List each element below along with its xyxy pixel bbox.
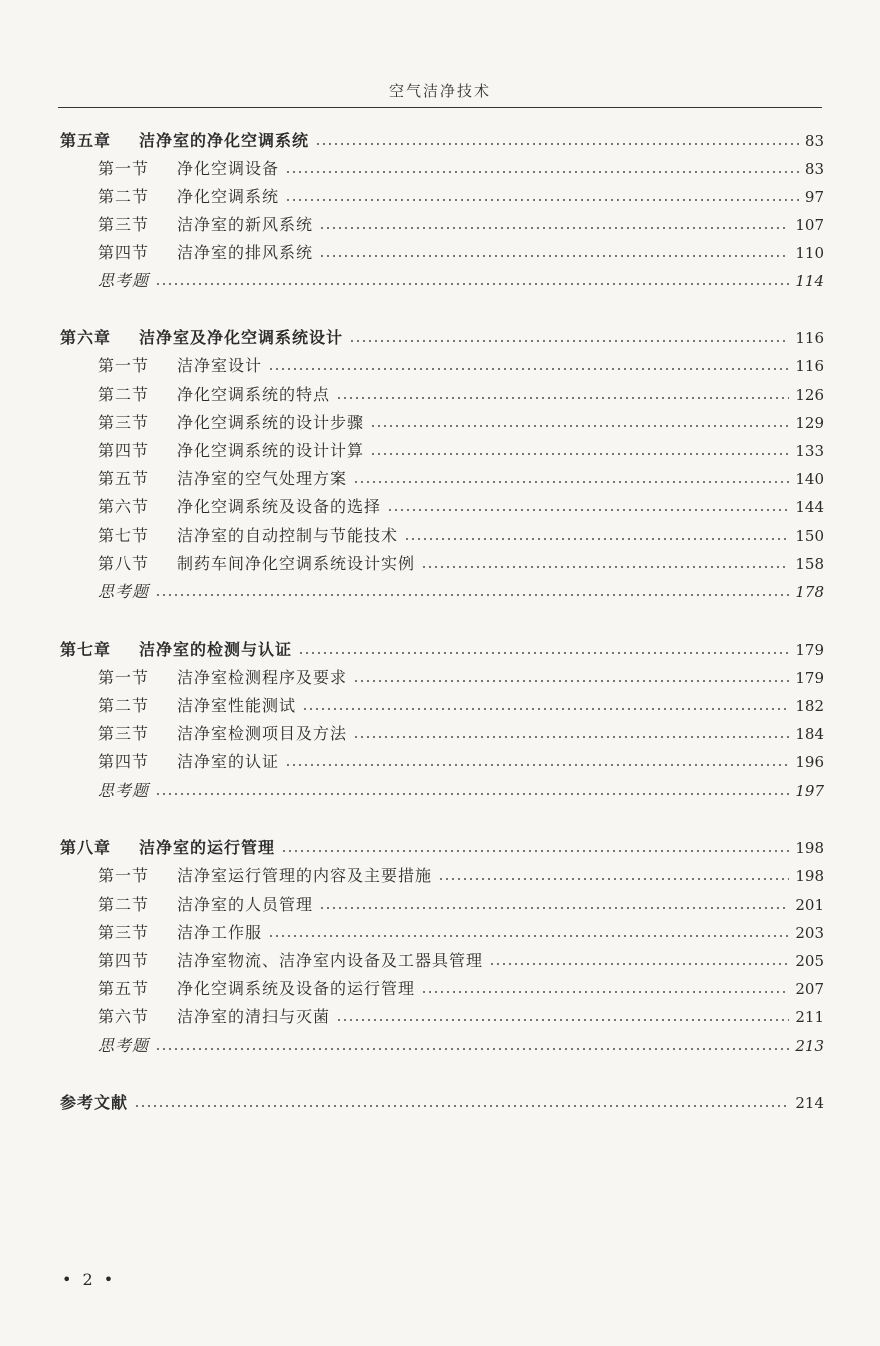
toc-entry-title: 洁净室的空气处理方案 bbox=[177, 469, 348, 488]
toc-entry-label bbox=[98, 155, 279, 183]
toc-entry-label bbox=[60, 834, 275, 862]
toc-page-number: 214 bbox=[795, 1094, 824, 1112]
dot-leader bbox=[315, 143, 799, 145]
toc-review-row[interactable] bbox=[98, 1032, 824, 1060]
toc-review-row[interactable] bbox=[98, 578, 824, 606]
toc-page-number: 133 bbox=[795, 442, 824, 460]
toc-section-row[interactable] bbox=[98, 862, 824, 890]
dot-leader bbox=[387, 509, 789, 511]
toc-section-row[interactable] bbox=[98, 891, 824, 919]
toc-entry-label bbox=[98, 777, 149, 805]
toc-chapter-row[interactable] bbox=[60, 127, 824, 155]
toc-page-number: 83 bbox=[804, 160, 824, 178]
dot-leader bbox=[336, 1019, 789, 1021]
toc-entry-label bbox=[98, 1032, 149, 1060]
toc-section-row[interactable] bbox=[98, 748, 824, 776]
toc-entry-number: 第二节 bbox=[98, 187, 150, 206]
toc-entry-title: 净化空调系统 bbox=[177, 187, 280, 206]
toc-entry-number: 第一节 bbox=[98, 159, 150, 178]
toc-entry-title: 洁净室的排风系统 bbox=[177, 243, 314, 262]
toc-entry-label bbox=[98, 664, 347, 692]
toc-entry-title: 洁净室的自动控制与节能技术 bbox=[177, 526, 399, 545]
toc-review-row[interactable] bbox=[98, 777, 824, 805]
toc-entry-label bbox=[98, 381, 330, 409]
dot-leader bbox=[134, 1105, 789, 1107]
toc-entry-title: 洁净室的人员管理 bbox=[177, 895, 314, 914]
toc-section-row[interactable] bbox=[98, 381, 824, 409]
toc-entry-title: 净化空调系统及设备的选择 bbox=[177, 497, 382, 516]
toc-page-number: 158 bbox=[795, 555, 824, 573]
toc-entry-label bbox=[98, 465, 347, 493]
toc-entry-label bbox=[98, 720, 347, 748]
toc-section-row[interactable] bbox=[98, 1003, 824, 1031]
dot-leader bbox=[421, 991, 789, 993]
toc-entry-title: 洁净室检测项目及方法 bbox=[177, 724, 348, 743]
toc-section-row[interactable] bbox=[98, 720, 824, 748]
toc-entry-number: 第八章 bbox=[60, 838, 112, 857]
toc-section-row[interactable] bbox=[98, 975, 824, 1003]
toc-section-row[interactable] bbox=[98, 465, 824, 493]
dot-leader bbox=[404, 538, 789, 540]
toc-entry-title: 净化空调系统的特点 bbox=[177, 385, 331, 404]
toc-entry-title: 制药车间净化空调系统设计实例 bbox=[177, 554, 416, 573]
toc-section-row[interactable] bbox=[98, 183, 824, 211]
toc-entry-title: 洁净室物流、洁净室内设备及工器具管理 bbox=[177, 951, 484, 970]
toc-entry-title: 净化空调系统及设备的运行管理 bbox=[177, 979, 416, 998]
toc-entry-number: 第四节 bbox=[98, 752, 150, 771]
toc-entry-title: 参考文献 bbox=[60, 1093, 129, 1112]
dot-leader bbox=[353, 481, 789, 483]
toc-entry-number: 第二节 bbox=[98, 895, 150, 914]
toc-page-number: 178 bbox=[795, 583, 824, 601]
toc-page-number: 197 bbox=[795, 782, 824, 800]
toc-entry-label bbox=[98, 891, 313, 919]
toc-page-number: 114 bbox=[795, 272, 824, 290]
dot-leader bbox=[155, 283, 789, 285]
dot-leader bbox=[285, 171, 799, 173]
toc-page-number: 126 bbox=[795, 386, 824, 404]
toc-entry-number: 第一节 bbox=[98, 356, 150, 375]
toc-section-row[interactable] bbox=[98, 919, 824, 947]
toc-entry-number: 第七章 bbox=[60, 640, 112, 659]
toc-entry-label bbox=[98, 748, 279, 776]
dot-leader bbox=[353, 736, 789, 738]
page-number: • 2 • bbox=[62, 1270, 117, 1289]
toc-entry-label bbox=[60, 324, 343, 352]
toc-page-number: 97 bbox=[804, 188, 824, 206]
toc-entry-label bbox=[98, 1003, 330, 1031]
toc-entry-title: 洁净室性能测试 bbox=[177, 696, 297, 715]
toc-entry-title: 净化空调设备 bbox=[177, 159, 280, 178]
toc-section-row[interactable] bbox=[98, 155, 824, 183]
toc-entry-label bbox=[98, 437, 364, 465]
toc-entry-title: 洁净室的清扫与灭菌 bbox=[177, 1007, 331, 1026]
toc-review-row[interactable] bbox=[98, 267, 824, 295]
toc-page-number: 198 bbox=[795, 867, 824, 885]
toc-chapter-row[interactable] bbox=[60, 1089, 824, 1117]
toc-section-row[interactable] bbox=[98, 437, 824, 465]
dot-leader bbox=[370, 425, 789, 427]
toc-section-row[interactable] bbox=[98, 947, 824, 975]
toc-entry-label bbox=[60, 636, 292, 664]
toc-page-number: 116 bbox=[795, 357, 824, 375]
toc-entry-label bbox=[98, 267, 149, 295]
toc-entry-label bbox=[98, 493, 381, 521]
toc-entry-label bbox=[98, 183, 279, 211]
dot-leader bbox=[319, 227, 789, 229]
toc-chapter-row[interactable] bbox=[60, 636, 824, 664]
dot-leader bbox=[336, 397, 789, 399]
toc-entry-label bbox=[98, 862, 432, 890]
toc-entry-number: 第六节 bbox=[98, 1007, 150, 1026]
toc-entry-number: 第五节 bbox=[98, 979, 150, 998]
toc-entry-label bbox=[98, 409, 364, 437]
toc-entry-title: 洁净室设计 bbox=[177, 356, 263, 375]
dot-leader bbox=[155, 1048, 789, 1050]
toc-page-number: 110 bbox=[795, 244, 824, 262]
toc-page-number: 107 bbox=[795, 216, 824, 234]
toc-entry-number: 第一节 bbox=[98, 668, 150, 687]
toc-entry-number: 第三节 bbox=[98, 724, 150, 743]
dot-leader bbox=[421, 566, 789, 568]
toc-entry-title: 洁净室的运行管理 bbox=[139, 838, 276, 857]
dot-leader bbox=[302, 708, 789, 710]
toc-section-row[interactable] bbox=[98, 493, 824, 521]
toc-page-number: 129 bbox=[795, 414, 824, 432]
toc-section-row[interactable] bbox=[98, 664, 824, 692]
toc-entry-number: 第四节 bbox=[98, 951, 150, 970]
toc-chapter-row[interactable] bbox=[60, 324, 824, 352]
toc-entry-number: 第二节 bbox=[98, 696, 150, 715]
toc-entry-label bbox=[98, 692, 296, 720]
toc-entry-label bbox=[98, 578, 149, 606]
toc-page-number: 198 bbox=[795, 839, 824, 857]
toc-entry-number: 第四节 bbox=[98, 243, 150, 262]
toc-entry-label bbox=[60, 1089, 128, 1117]
toc-page-number: 140 bbox=[795, 470, 824, 488]
toc-page-number: 201 bbox=[795, 896, 824, 914]
dot-leader bbox=[298, 652, 789, 654]
toc-entry-title: 洁净工作服 bbox=[177, 923, 263, 942]
dot-leader bbox=[268, 368, 789, 370]
toc-page-number: 184 bbox=[795, 725, 824, 743]
toc-page-number: 203 bbox=[795, 924, 824, 942]
toc-page-number: 144 bbox=[795, 498, 824, 516]
toc-entry-title: 净化空调系统的设计步骤 bbox=[177, 413, 365, 432]
dot-leader bbox=[353, 680, 789, 682]
toc-entry-number: 第四节 bbox=[98, 441, 150, 460]
toc-entry-number: 第五章 bbox=[60, 131, 112, 150]
toc-entry-title: 思考题 bbox=[98, 271, 150, 290]
dot-leader bbox=[438, 878, 789, 880]
toc-page-number: 150 bbox=[795, 527, 824, 545]
toc-entry-label bbox=[60, 127, 309, 155]
toc-section-row[interactable] bbox=[98, 211, 824, 239]
toc-entry-number: 第二节 bbox=[98, 385, 150, 404]
toc-entry-title: 洁净室及净化空调系统设计 bbox=[139, 328, 344, 347]
dot-leader bbox=[155, 594, 789, 596]
dot-leader bbox=[319, 255, 789, 257]
toc-entry-title: 洁净室的新风系统 bbox=[177, 215, 314, 234]
toc-entry-title: 净化空调系统的设计计算 bbox=[177, 441, 365, 460]
running-header-title: 空气洁净技术 bbox=[388, 82, 491, 100]
toc-page-number: 211 bbox=[795, 1008, 824, 1026]
toc-entry-label bbox=[98, 550, 415, 578]
dot-leader bbox=[370, 453, 789, 455]
toc-entry-label bbox=[98, 522, 398, 550]
toc-entry-label bbox=[98, 919, 262, 947]
toc-entry-title: 洁净室的认证 bbox=[177, 752, 280, 771]
toc-entry-title: 思考题 bbox=[98, 582, 150, 601]
toc-section-row[interactable] bbox=[98, 692, 824, 720]
toc-page-number: 213 bbox=[795, 1037, 824, 1055]
toc-entry-number: 第三节 bbox=[98, 215, 150, 234]
toc-entry-label bbox=[98, 211, 313, 239]
toc-entry-title: 洁净室的检测与认证 bbox=[139, 640, 293, 659]
toc-entry-number: 第六节 bbox=[98, 497, 150, 516]
toc-page-number: 205 bbox=[795, 952, 824, 970]
toc-section-row[interactable] bbox=[98, 352, 824, 380]
toc-entry-title: 洁净室的净化空调系统 bbox=[139, 131, 310, 150]
toc-entry-label bbox=[98, 975, 415, 1003]
dot-leader bbox=[268, 935, 789, 937]
toc-page-number: 182 bbox=[795, 697, 824, 715]
dot-leader bbox=[285, 764, 789, 766]
header-rule bbox=[58, 107, 822, 108]
toc-entry-label bbox=[98, 352, 262, 380]
toc-entry-label bbox=[98, 947, 483, 975]
toc-page-number: 116 bbox=[795, 329, 824, 347]
toc-page-number: 83 bbox=[804, 132, 824, 150]
dot-leader bbox=[489, 963, 789, 965]
toc-page-number: 179 bbox=[795, 669, 824, 687]
toc-entry-title: 思考题 bbox=[98, 781, 150, 800]
toc-entry-number: 第七节 bbox=[98, 526, 150, 545]
toc-section-row[interactable] bbox=[98, 239, 824, 267]
toc-section-row[interactable] bbox=[98, 409, 824, 437]
toc-chapter-row[interactable] bbox=[60, 834, 824, 862]
toc-entry-title: 洁净室检测程序及要求 bbox=[177, 668, 348, 687]
toc-page-number: 207 bbox=[795, 980, 824, 998]
toc-entry-label bbox=[98, 239, 313, 267]
toc-section-row[interactable] bbox=[98, 522, 824, 550]
dot-leader bbox=[349, 340, 789, 342]
toc-entry-number: 第八节 bbox=[98, 554, 150, 573]
toc-section-row[interactable] bbox=[98, 550, 824, 578]
toc-entry-number: 第五节 bbox=[98, 469, 150, 488]
dot-leader bbox=[319, 907, 789, 909]
toc-entry-number: 第六章 bbox=[60, 328, 112, 347]
toc-page-number: 196 bbox=[795, 753, 824, 771]
dot-leader bbox=[285, 199, 799, 201]
toc-entry-title: 思考题 bbox=[98, 1036, 150, 1055]
dot-leader bbox=[155, 793, 789, 795]
toc-entry-title: 洁净室运行管理的内容及主要措施 bbox=[177, 866, 433, 885]
toc-entry-number: 第三节 bbox=[98, 413, 150, 432]
toc-entry-number: 第三节 bbox=[98, 923, 150, 942]
toc-page-number: 179 bbox=[795, 641, 824, 659]
toc-entry-number: 第一节 bbox=[98, 866, 150, 885]
dot-leader bbox=[281, 850, 789, 852]
